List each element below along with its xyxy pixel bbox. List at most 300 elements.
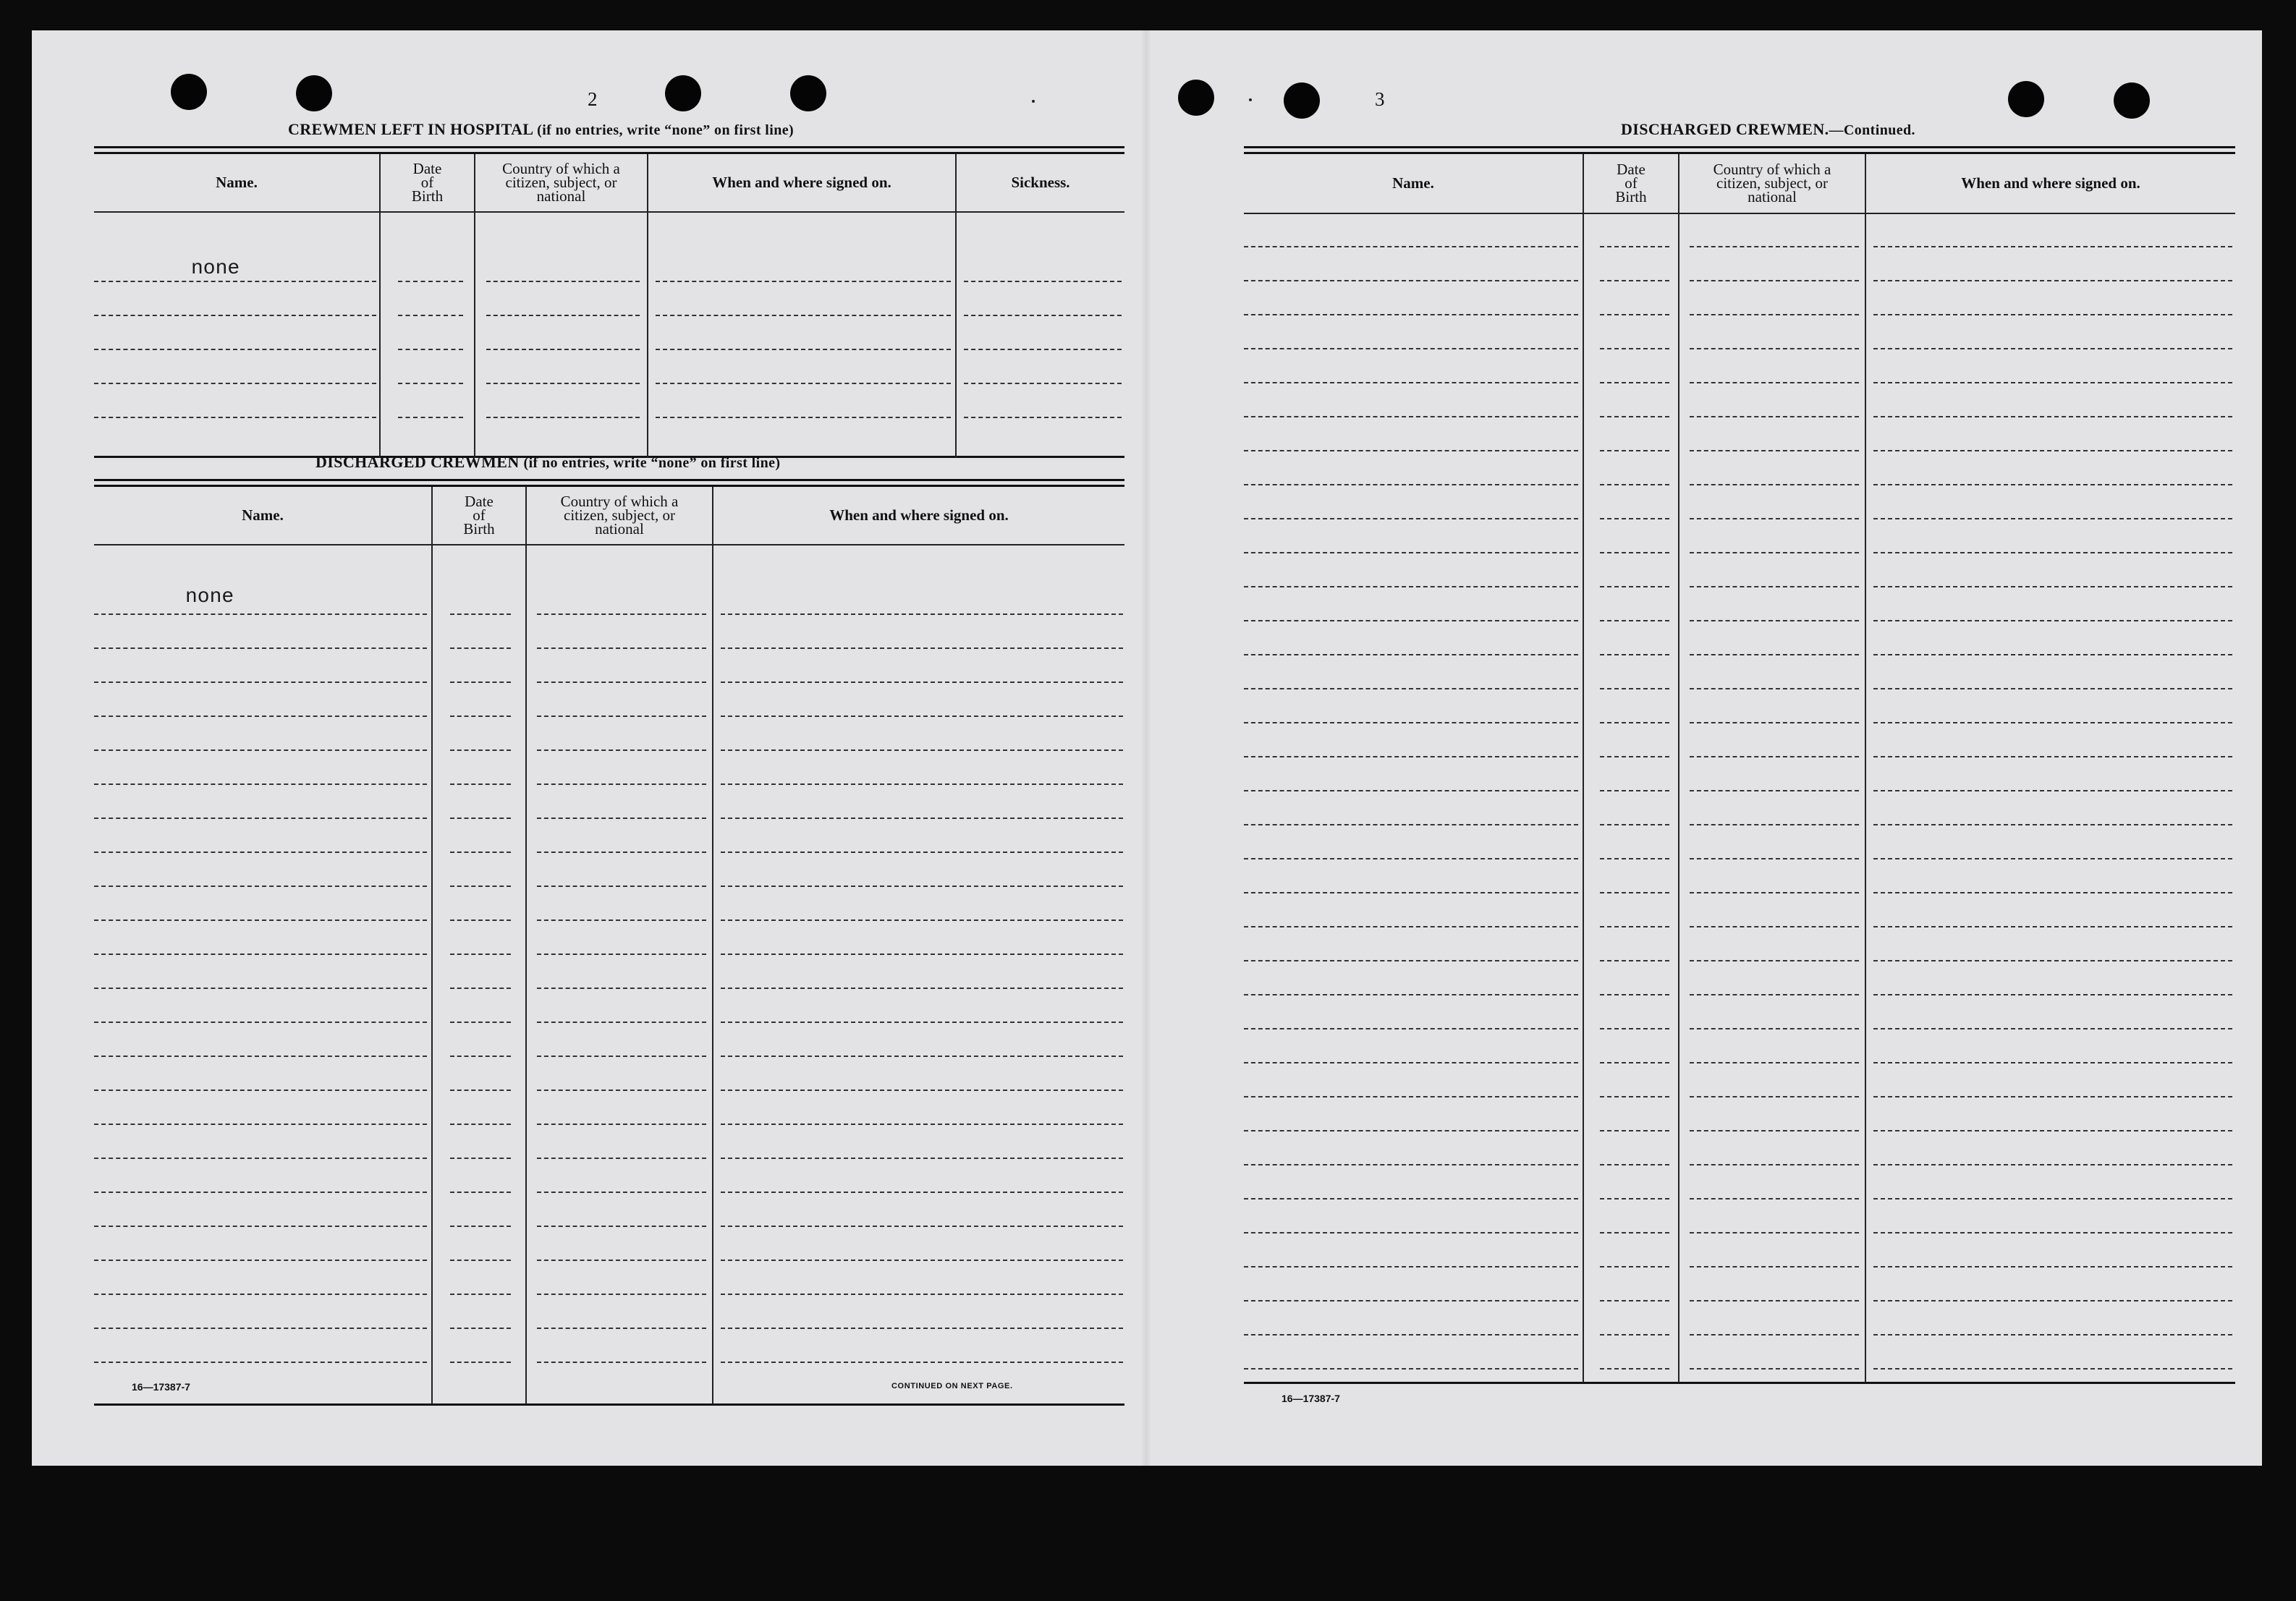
- dotted-rule: [1600, 450, 1669, 451]
- dotted-rule: [721, 749, 1123, 751]
- dotted-rule: [1690, 1096, 1859, 1097]
- dotted-rule: [1244, 994, 1578, 995]
- dotted-rule: [537, 681, 706, 683]
- dotted-rule: [1690, 790, 1859, 791]
- dotted-rule: [721, 1260, 1123, 1261]
- dotted-rule: [94, 1090, 427, 1091]
- dotted-rule: [94, 1124, 427, 1125]
- dotted-rule: [94, 1294, 427, 1295]
- hospital-heading-title: CREWMEN LEFT IN HOSPITAL: [288, 120, 533, 138]
- column-divider: [712, 487, 713, 1404]
- dotted-rule: [537, 1226, 706, 1227]
- dotted-rule: [721, 681, 1123, 683]
- dotted-rule: [94, 1362, 427, 1363]
- header-country-line: citizen, subject, or: [505, 174, 617, 191]
- dotted-rule: [450, 920, 511, 921]
- dotted-rule: [1690, 1232, 1859, 1233]
- dotted-rule: [1690, 620, 1859, 621]
- dotted-rule: [1690, 280, 1859, 281]
- table-top-rule: [94, 479, 1124, 481]
- dotted-rule: [1873, 722, 2232, 723]
- punch-hole: [1178, 80, 1214, 116]
- dotted-rule: [964, 383, 1122, 384]
- dotted-rule: [537, 1124, 706, 1125]
- header-bottom-rule: [94, 544, 1124, 545]
- header-name: Name.: [216, 174, 258, 191]
- header-dob-line: Birth: [411, 187, 444, 205]
- dotted-rule: [486, 417, 640, 418]
- dotted-rule: [1600, 314, 1669, 315]
- form-number: 16—17387-7: [1282, 1393, 1340, 1404]
- dotted-rule: [1600, 960, 1669, 961]
- dotted-rule: [1873, 1062, 2232, 1063]
- form-number: 16—17387-7: [132, 1381, 190, 1393]
- dotted-rule: [1873, 552, 2232, 553]
- hospital-heading: [288, 120, 794, 139]
- dotted-rule: [450, 954, 511, 955]
- dotted-rule: [1873, 1164, 2232, 1165]
- dotted-rule: [1600, 1062, 1669, 1063]
- dotted-rule: [1600, 586, 1669, 587]
- dotted-rule: [1873, 416, 2232, 417]
- dotted-rule: [721, 613, 1123, 615]
- discharged-continued-table: [1244, 146, 2235, 1419]
- header-country-line: Country of which a: [560, 493, 679, 510]
- header-signed-on: When and where signed on.: [1961, 174, 2140, 192]
- header-country-line: Country of which a: [502, 160, 620, 177]
- dotted-rule: [1690, 994, 1859, 995]
- header-country-line: national: [536, 187, 586, 205]
- dotted-rule: [94, 783, 427, 785]
- dotted-rule: [1244, 518, 1578, 519]
- dotted-rule: [450, 1192, 511, 1193]
- dotted-rule: [721, 1362, 1123, 1363]
- dotted-rule: [1690, 722, 1859, 723]
- dotted-rule: [1873, 382, 2232, 383]
- dotted-rule: [1244, 1062, 1578, 1063]
- dotted-rule: [1600, 1198, 1669, 1199]
- dotted-rule: [398, 417, 463, 418]
- dotted-rule: [1244, 722, 1578, 723]
- header-country: [527, 487, 712, 544]
- document-sheet: [32, 30, 2262, 1466]
- header-dob-line: of: [473, 506, 486, 524]
- dotted-rule: [450, 1226, 511, 1227]
- dotted-rule: [1600, 722, 1669, 723]
- dotted-rule: [1690, 1062, 1859, 1063]
- header-date-of-birth: [1584, 154, 1678, 213]
- dotted-rule: [1244, 1198, 1578, 1199]
- dotted-rule: [1244, 688, 1578, 689]
- dotted-rule: [1244, 552, 1578, 553]
- dotted-rule: [1690, 1266, 1859, 1267]
- dotted-rule: [1600, 382, 1669, 383]
- dotted-rule: [94, 281, 376, 282]
- header-date-of-birth: [433, 487, 525, 544]
- table-bottom-rule: [1244, 1382, 2235, 1384]
- dotted-rule: [1873, 280, 2232, 281]
- dotted-rule: [450, 1260, 511, 1261]
- dotted-rule: [1873, 790, 2232, 791]
- dotted-rule: [1600, 620, 1669, 621]
- dotted-rule: [1690, 1334, 1859, 1335]
- dotted-rule: [721, 1090, 1123, 1091]
- dotted-rule: [1244, 790, 1578, 791]
- dotted-rule: [1244, 960, 1578, 961]
- dotted-rule: [486, 281, 640, 282]
- dotted-rule: [450, 613, 511, 615]
- header-country-line: citizen, subject, or: [1716, 174, 1828, 192]
- dotted-rule: [94, 349, 376, 350]
- dotted-rule: [1873, 1334, 2232, 1335]
- dotted-rule: [1873, 586, 2232, 587]
- dotted-rule: [1600, 1130, 1669, 1131]
- dotted-rule: [537, 1294, 706, 1295]
- dotted-rule: [537, 1158, 706, 1159]
- dotted-rule: [1690, 1198, 1859, 1199]
- dotted-rule: [450, 715, 511, 717]
- dotted-rule: [1873, 450, 2232, 451]
- punch-hole: [790, 75, 826, 111]
- dotted-rule: [1244, 1130, 1578, 1131]
- dotted-rule: [94, 886, 427, 887]
- dotted-rule: [1600, 1232, 1669, 1233]
- dotted-rule: [1244, 280, 1578, 281]
- dotted-rule: [1600, 348, 1669, 349]
- header-sickness: Sickness.: [1011, 174, 1070, 191]
- dotted-rule: [537, 1260, 706, 1261]
- punch-hole: [2008, 81, 2044, 117]
- header-dob-line: Date: [412, 160, 442, 177]
- dotted-rule: [721, 954, 1123, 955]
- dotted-rule: [450, 749, 511, 751]
- dotted-rule: [1600, 246, 1669, 247]
- dotted-rule: [450, 1362, 511, 1363]
- dotted-rule: [656, 417, 951, 418]
- dotted-rule: [964, 417, 1122, 418]
- dotted-rule: [398, 383, 463, 384]
- dotted-rule: [1873, 1198, 2232, 1199]
- dotted-rule: [450, 852, 511, 853]
- dotted-rule: [450, 1022, 511, 1023]
- dotted-rule: [537, 1022, 706, 1023]
- dotted-rule: [1873, 756, 2232, 757]
- dotted-rule: [1600, 518, 1669, 519]
- dotted-rule: [1690, 450, 1859, 451]
- table-top-rule: [1244, 146, 2235, 148]
- discharged-entry: none: [185, 586, 234, 608]
- dotted-rule: [1244, 1266, 1578, 1267]
- header-dob-line: Birth: [463, 520, 495, 538]
- dotted-rule: [1600, 416, 1669, 417]
- dotted-rule: [1244, 756, 1578, 757]
- punch-hole: [171, 74, 207, 110]
- left-page: [32, 30, 1147, 1466]
- column-divider: [431, 487, 433, 1404]
- dotted-rule: [1873, 1232, 2232, 1233]
- dotted-rule: [1690, 586, 1859, 587]
- column-divider: [1678, 154, 1679, 1383]
- dotted-rule: [656, 383, 951, 384]
- discharged-heading: [315, 453, 780, 472]
- dotted-rule: [94, 681, 427, 683]
- discharged-heading-title: DISCHARGED CREWMEN: [315, 453, 520, 471]
- header-country-line: national: [1748, 188, 1797, 205]
- header-country: [1679, 154, 1865, 213]
- dotted-rule: [94, 988, 427, 989]
- dotted-rule: [1244, 1096, 1578, 1097]
- dotted-rule: [1873, 1300, 2232, 1301]
- dotted-rule: [1873, 926, 2232, 927]
- dotted-rule: [398, 281, 463, 282]
- hospital-table: [94, 146, 1124, 464]
- punch-hole: [1284, 82, 1320, 119]
- dotted-rule: [94, 1158, 427, 1159]
- dotted-rule: [1600, 1334, 1669, 1335]
- dotted-rule: [537, 886, 706, 887]
- dotted-rule: [1600, 1096, 1669, 1097]
- dotted-rule: [94, 647, 427, 649]
- dotted-rule: [450, 647, 511, 649]
- header-signed-on: When and where signed on.: [829, 506, 1009, 524]
- column-divider: [1583, 154, 1584, 1383]
- header-bottom-rule: [1244, 213, 2235, 214]
- dotted-rule: [537, 783, 706, 785]
- dotted-rule: [1873, 1096, 2232, 1097]
- dotted-rule: [1873, 1266, 2232, 1267]
- dotted-rule: [1873, 348, 2232, 349]
- dotted-rule: [1244, 314, 1578, 315]
- dotted-rule: [656, 281, 951, 282]
- table-top-rule: [94, 146, 1124, 148]
- dotted-rule: [94, 383, 376, 384]
- dotted-rule: [94, 613, 427, 615]
- dotted-rule: [94, 1056, 427, 1057]
- dotted-rule: [398, 315, 463, 316]
- dotted-rule: [1600, 280, 1669, 281]
- dotted-rule: [721, 1226, 1123, 1227]
- dotted-rule: [486, 349, 640, 350]
- dotted-rule: [537, 988, 706, 989]
- dotted-rule: [1244, 858, 1578, 859]
- dotted-rule: [1873, 688, 2232, 689]
- dotted-rule: [721, 818, 1123, 819]
- dotted-rule: [1873, 246, 2232, 247]
- dotted-rule: [721, 715, 1123, 717]
- header-country-line: national: [595, 520, 644, 538]
- dotted-rule: [537, 920, 706, 921]
- speck: [1032, 100, 1035, 103]
- dotted-rule: [1600, 1164, 1669, 1165]
- punch-hole: [2114, 82, 2150, 119]
- header-name: Name.: [242, 506, 284, 524]
- dotted-rule: [1690, 348, 1859, 349]
- dotted-rule: [721, 1294, 1123, 1295]
- dotted-rule: [1600, 926, 1669, 927]
- dotted-rule: [1244, 1300, 1578, 1301]
- header-dob-line: of: [420, 174, 434, 191]
- dotted-rule: [94, 417, 376, 418]
- header-country: [475, 154, 647, 211]
- right-page: [1147, 30, 2262, 1466]
- dotted-rule: [1600, 892, 1669, 893]
- dotted-rule: [1690, 1028, 1859, 1029]
- header-country-line: Country of which a: [1713, 161, 1831, 178]
- dotted-rule: [450, 1056, 511, 1057]
- dotted-rule: [486, 383, 640, 384]
- dotted-rule: [1690, 824, 1859, 825]
- dotted-rule: [1873, 654, 2232, 655]
- dotted-rule: [1244, 382, 1578, 383]
- header-dob-line: Date: [1617, 161, 1645, 178]
- dotted-rule: [721, 1158, 1123, 1159]
- dotted-rule: [94, 1022, 427, 1023]
- discharged-continued-title: DISCHARGED CREWMEN.: [1621, 120, 1829, 138]
- dotted-rule: [1244, 586, 1578, 587]
- dotted-rule: [1600, 858, 1669, 859]
- dotted-rule: [1244, 484, 1578, 485]
- dotted-rule: [1873, 1130, 2232, 1131]
- dotted-rule: [537, 1328, 706, 1329]
- dotted-rule: [1873, 620, 2232, 621]
- dotted-rule: [1244, 1334, 1578, 1335]
- dotted-rule: [1873, 994, 2232, 995]
- dotted-rule: [1600, 688, 1669, 689]
- dotted-rule: [1244, 416, 1578, 417]
- dotted-rule: [94, 852, 427, 853]
- dotted-rule: [1600, 1266, 1669, 1267]
- dotted-rule: [1244, 1028, 1578, 1029]
- discharged-table: [94, 479, 1124, 1412]
- dotted-rule: [1244, 824, 1578, 825]
- dotted-rule: [94, 1328, 427, 1329]
- dotted-rule: [1690, 382, 1859, 383]
- dotted-rule: [1244, 450, 1578, 451]
- dotted-rule: [537, 954, 706, 955]
- dotted-rule: [1244, 246, 1578, 247]
- dotted-rule: [537, 1362, 706, 1363]
- hospital-heading-note: (if no entries, write “none” on first line): [537, 122, 795, 138]
- dotted-rule: [721, 647, 1123, 649]
- dotted-rule: [94, 920, 427, 921]
- dotted-rule: [1600, 790, 1669, 791]
- dotted-rule: [1690, 892, 1859, 893]
- dotted-rule: [450, 818, 511, 819]
- speck: [1249, 98, 1252, 101]
- dotted-rule: [450, 1328, 511, 1329]
- dotted-rule: [721, 852, 1123, 853]
- dotted-rule: [1690, 654, 1859, 655]
- header-date-of-birth: [381, 154, 474, 211]
- dotted-rule: [450, 988, 511, 989]
- dotted-rule: [721, 988, 1123, 989]
- discharged-heading-note: (if no entries, write “none” on first line): [523, 455, 781, 471]
- hospital-entry: none: [191, 258, 240, 280]
- dotted-rule: [537, 613, 706, 615]
- dotted-rule: [721, 1192, 1123, 1193]
- header-country-line: citizen, subject, or: [564, 506, 675, 524]
- dotted-rule: [1690, 416, 1859, 417]
- dotted-rule: [721, 1124, 1123, 1125]
- dotted-rule: [1600, 1300, 1669, 1301]
- continued-suffix: —Continued.: [1829, 122, 1915, 138]
- dotted-rule: [1690, 484, 1859, 485]
- dotted-rule: [94, 749, 427, 751]
- dotted-rule: [1690, 246, 1859, 247]
- punch-hole: [296, 75, 332, 111]
- dotted-rule: [1873, 1368, 2232, 1369]
- dotted-rule: [94, 1260, 427, 1261]
- dotted-rule: [1690, 518, 1859, 519]
- dotted-rule: [1690, 552, 1859, 553]
- dotted-rule: [1873, 858, 2232, 859]
- dotted-rule: [1690, 926, 1859, 927]
- dotted-rule: [94, 315, 376, 316]
- dotted-rule: [1690, 1130, 1859, 1131]
- dotted-rule: [537, 647, 706, 649]
- punch-hole: [665, 75, 701, 111]
- dotted-rule: [721, 886, 1123, 887]
- dotted-rule: [1690, 688, 1859, 689]
- dotted-rule: [1600, 484, 1669, 485]
- dotted-rule: [450, 1294, 511, 1295]
- dotted-rule: [94, 1192, 427, 1193]
- dotted-rule: [537, 818, 706, 819]
- dotted-rule: [537, 749, 706, 751]
- dotted-rule: [721, 1328, 1123, 1329]
- header-bottom-rule: [94, 211, 1124, 213]
- column-divider: [1865, 154, 1866, 1383]
- dotted-rule: [1244, 1164, 1578, 1165]
- dotted-rule: [537, 1090, 706, 1091]
- dotted-rule: [450, 1124, 511, 1125]
- dotted-rule: [450, 783, 511, 785]
- dotted-rule: [1244, 348, 1578, 349]
- header-dob-line: Birth: [1615, 188, 1647, 205]
- dotted-rule: [1690, 1368, 1859, 1369]
- dotted-rule: [537, 715, 706, 717]
- page-number: 2: [588, 88, 598, 110]
- dotted-rule: [1690, 1300, 1859, 1301]
- dotted-rule: [94, 818, 427, 819]
- dotted-rule: [1873, 892, 2232, 893]
- dotted-rule: [1244, 926, 1578, 927]
- dotted-rule: [1690, 960, 1859, 961]
- header-dob-line: of: [1624, 174, 1638, 192]
- dotted-rule: [1600, 756, 1669, 757]
- dotted-rule: [1690, 858, 1859, 859]
- dotted-rule: [537, 1056, 706, 1057]
- dotted-rule: [450, 1090, 511, 1091]
- dotted-rule: [1690, 314, 1859, 315]
- dotted-rule: [1244, 620, 1578, 621]
- dotted-rule: [1600, 1028, 1669, 1029]
- dotted-rule: [1244, 1232, 1578, 1233]
- dotted-rule: [450, 1158, 511, 1159]
- page-number: 3: [1375, 88, 1385, 110]
- dotted-rule: [1873, 1028, 2232, 1029]
- dotted-rule: [398, 349, 463, 350]
- dotted-rule: [94, 954, 427, 955]
- dotted-rule: [721, 1022, 1123, 1023]
- dotted-rule: [1244, 654, 1578, 655]
- dotted-rule: [964, 349, 1122, 350]
- dotted-rule: [964, 315, 1122, 316]
- dotted-rule: [721, 1056, 1123, 1057]
- dotted-rule: [1873, 314, 2232, 315]
- header-name: Name.: [1392, 174, 1434, 192]
- dotted-rule: [537, 1192, 706, 1193]
